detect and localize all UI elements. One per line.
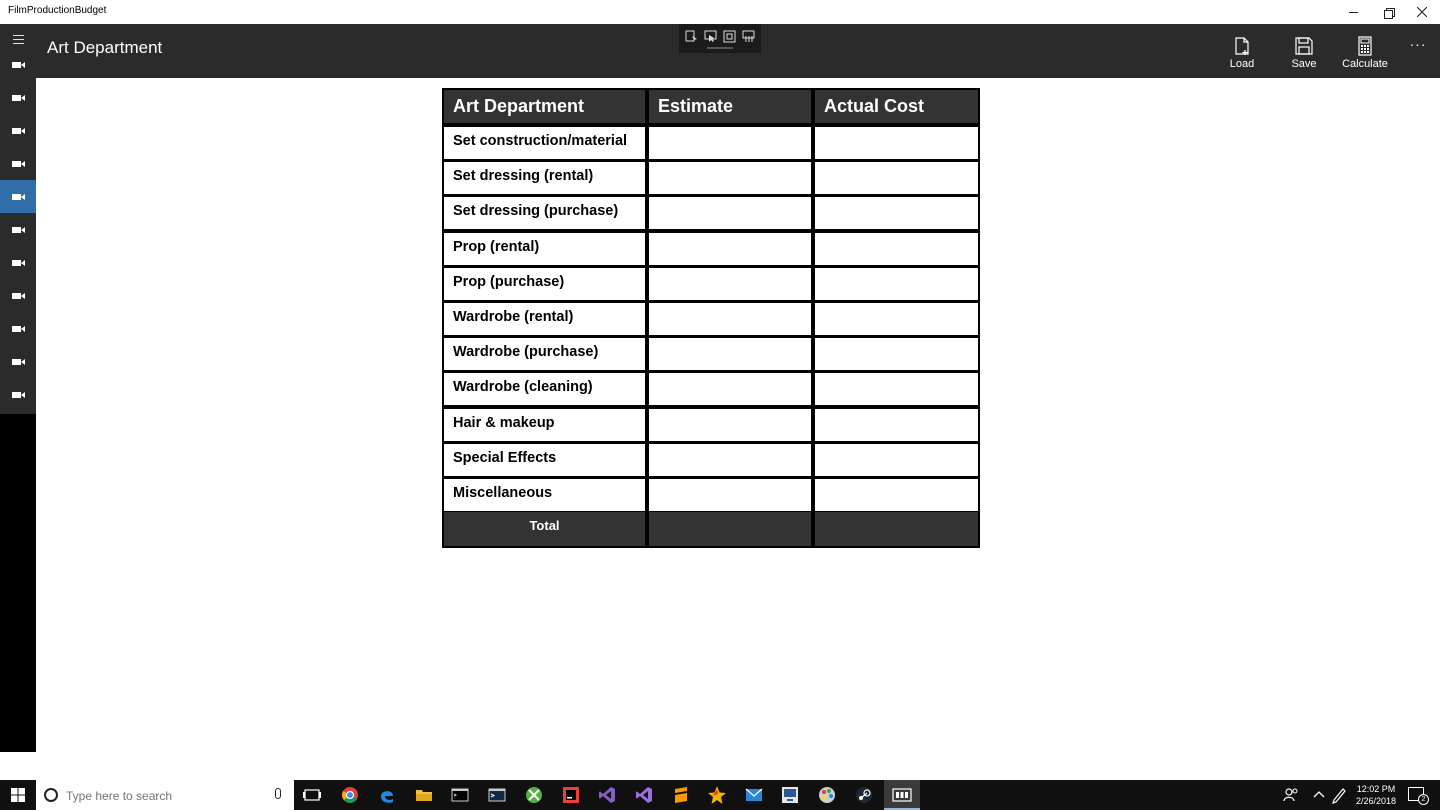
actual-cost-input[interactable]: [815, 338, 978, 370]
row-label: Set dressing (rental): [444, 162, 645, 194]
header-category: Art Department: [444, 90, 645, 123]
nav-item-1[interactable]: [0, 48, 36, 81]
estimate-input[interactable]: [649, 162, 811, 194]
actual-cost-input[interactable]: [815, 233, 978, 265]
live-visual-tree-button[interactable]: [684, 29, 699, 43]
row-label: Prop (rental): [444, 233, 645, 265]
row-label: Prop (purchase): [444, 268, 645, 300]
select-element-icon: [704, 30, 717, 43]
row-label: Special Effects: [444, 444, 645, 476]
cortana-icon: [44, 788, 58, 802]
estimate-input[interactable]: [649, 409, 811, 441]
actual-cost-input[interactable]: [815, 479, 978, 511]
visual-studio-icon[interactable]: [597, 785, 617, 805]
restore-button[interactable]: [1371, 0, 1405, 24]
video-camera-icon: [12, 94, 25, 101]
nav-item-6[interactable]: [0, 213, 36, 246]
title-bar: [0, 0, 1440, 24]
row-label: Hair & makeup: [444, 409, 645, 441]
navigation-pane: [0, 48, 36, 752]
close-button[interactable]: [1405, 0, 1439, 24]
total-actual-cost: [815, 512, 978, 546]
debug-toolbar-grip[interactable]: [707, 47, 733, 49]
page-title: Art Department: [47, 38, 163, 57]
clock-time: 12:02 PM: [1356, 784, 1396, 794]
estimate-input[interactable]: [649, 444, 811, 476]
table-row: [444, 233, 978, 265]
video-camera-icon: [12, 292, 25, 299]
powershell-icon[interactable]: [487, 785, 507, 805]
system-clock[interactable]: [1350, 783, 1402, 807]
steam-icon[interactable]: [854, 785, 874, 805]
video-camera-icon: [12, 259, 25, 266]
actual-cost-input[interactable]: [815, 444, 978, 476]
windows-logo-icon: [11, 788, 25, 802]
nav-item-9[interactable]: [0, 312, 36, 345]
table-row: [444, 162, 978, 194]
edge-icon[interactable]: [377, 785, 397, 805]
active-app-filmproductionbudget[interactable]: [884, 780, 920, 810]
estimate-input[interactable]: [649, 268, 811, 300]
load-label: Load: [1229, 58, 1255, 70]
total-row: [444, 512, 978, 546]
header-estimate: Estimate: [649, 90, 811, 123]
search-input[interactable]: [66, 788, 266, 803]
save-icon: [1294, 36, 1314, 56]
window-title: FilmProductionBudget: [8, 5, 107, 16]
microphone-icon[interactable]: [275, 788, 281, 799]
actual-cost-input[interactable]: [815, 268, 978, 300]
estimate-input[interactable]: [649, 127, 811, 159]
table-row: [444, 127, 978, 159]
estimate-input[interactable]: [649, 479, 811, 511]
chrome-icon[interactable]: [340, 785, 360, 805]
file-explorer-icon[interactable]: [414, 785, 434, 805]
calculator-icon: [1355, 36, 1375, 56]
nav-item-5[interactable]: [0, 180, 36, 213]
video-camera-icon: [12, 127, 25, 134]
minimize-button[interactable]: [1336, 0, 1370, 24]
estimate-input[interactable]: [649, 233, 811, 265]
budget-table: [442, 88, 980, 548]
mail-icon[interactable]: [744, 785, 764, 805]
nav-item-8[interactable]: [0, 279, 36, 312]
nav-item-2[interactable]: [0, 81, 36, 114]
video-camera-icon: [12, 325, 25, 332]
video-camera-icon: [12, 193, 25, 200]
close-icon: [1417, 7, 1427, 17]
calculate-label: Calculate: [1342, 58, 1388, 70]
nav-item-10[interactable]: [0, 345, 36, 378]
task-view-icon[interactable]: [302, 785, 322, 805]
estimate-input[interactable]: [649, 338, 811, 370]
row-label: Set dressing (purchase): [444, 197, 645, 229]
minimize-icon: [1349, 12, 1358, 13]
actual-cost-input[interactable]: [815, 162, 978, 194]
sublime-text-icon[interactable]: [671, 785, 691, 805]
track-focus-icon: [742, 30, 755, 43]
display-layout-adorners-button[interactable]: [722, 29, 737, 43]
navigation-list: [0, 48, 36, 414]
estimate-input[interactable]: [649, 303, 811, 335]
total-estimate: [649, 512, 811, 546]
row-label: Set construction/material: [444, 127, 645, 159]
estimate-input[interactable]: [649, 373, 811, 405]
open-file-icon: [1232, 36, 1252, 56]
actual-cost-input[interactable]: [815, 197, 978, 229]
estimate-input[interactable]: [649, 197, 811, 229]
video-camera-icon: [12, 61, 25, 68]
star-app-icon[interactable]: [707, 785, 727, 805]
table-row: [444, 444, 978, 476]
table-row: [444, 409, 978, 441]
taskbar: [0, 780, 1440, 810]
more-options-button[interactable]: ···: [1409, 36, 1427, 52]
visual-tree-icon: [685, 30, 698, 43]
table-row: [444, 303, 978, 335]
people-icon[interactable]: [1283, 785, 1299, 805]
nav-item-7[interactable]: [0, 246, 36, 279]
show-hidden-icons-chevron-icon[interactable]: [1311, 785, 1327, 805]
save-button[interactable]: [1276, 24, 1332, 78]
select-element-button[interactable]: [703, 29, 718, 43]
save-label: Save: [1291, 58, 1317, 70]
film-budget-app-icon: [892, 786, 912, 804]
hamburger-icon: [13, 35, 24, 36]
clock-date: 2/26/2018: [1355, 796, 1397, 806]
paint-icon[interactable]: [817, 785, 837, 805]
nav-item-3[interactable]: [0, 114, 36, 147]
visual-studio-2-icon[interactable]: [634, 785, 654, 805]
remote-desktop-icon[interactable]: [780, 785, 800, 805]
calculate-button[interactable]: [1337, 24, 1393, 78]
actual-cost-input[interactable]: [815, 303, 978, 335]
notification-count-badge: 2: [1418, 794, 1429, 805]
actual-cost-input[interactable]: [815, 127, 978, 159]
row-label: Wardrobe (purchase): [444, 338, 645, 370]
actual-cost-input[interactable]: [815, 373, 978, 405]
table-row: [444, 338, 978, 370]
taskbar-search[interactable]: [36, 780, 294, 810]
table-header-row: [444, 90, 978, 124]
xbox-app-icon[interactable]: [524, 785, 544, 805]
table-row: [444, 197, 978, 229]
nav-item-4[interactable]: [0, 147, 36, 180]
jetbrains-icon[interactable]: [561, 785, 581, 805]
command-prompt-icon[interactable]: [450, 785, 470, 805]
header-actual-cost: Actual Cost: [815, 90, 978, 123]
track-focus-button[interactable]: [741, 29, 756, 43]
nav-item-11[interactable]: [0, 378, 36, 411]
row-label: Wardrobe (cleaning): [444, 373, 645, 405]
video-camera-icon: [12, 391, 25, 398]
table-row: [444, 373, 978, 405]
load-button[interactable]: [1214, 24, 1270, 78]
pen-workspace-icon[interactable]: [1331, 785, 1347, 805]
row-label: Wardrobe (rental): [444, 303, 645, 335]
start-button[interactable]: [0, 780, 36, 810]
actual-cost-input[interactable]: [815, 409, 978, 441]
table-row: [444, 268, 978, 300]
video-camera-icon: [12, 358, 25, 365]
video-camera-icon: [12, 226, 25, 233]
row-label: Miscellaneous: [444, 479, 645, 511]
total-label: Total: [444, 512, 645, 546]
restore-icon: [1384, 8, 1393, 17]
layout-adorner-icon: [723, 30, 736, 43]
table-row: [444, 479, 978, 511]
video-camera-icon: [12, 160, 25, 167]
